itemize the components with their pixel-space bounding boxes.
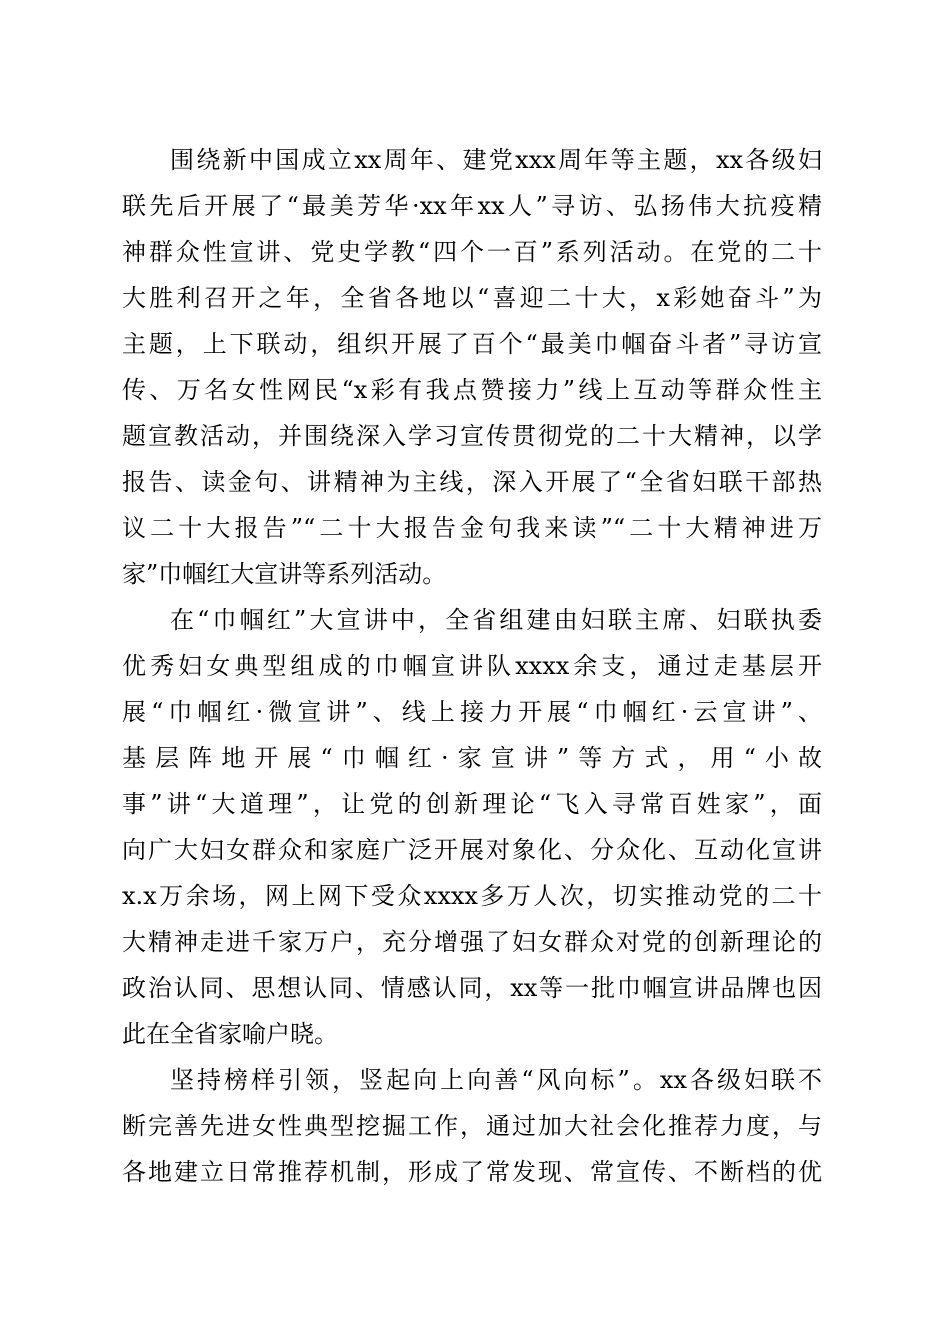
paragraph-1-line-3: 神群众性宣讲、党史学教“四个一百”系列活动。在党的二十 (122, 238, 822, 266)
paragraph-2-line-9: 政治认同、思想认同、情感认同，xx等一批巾帼宣讲品牌也因 (122, 974, 822, 1002)
paragraph-2-line-8: 大精神走进千家万户，充分增强了妇女群众对党的创新理论的 (122, 928, 822, 956)
paragraph-2-line-6: 向广大妇女群众和家庭广泛开展对象化、分众化、互动化宣讲 (122, 836, 822, 864)
paragraph-3-line-1: 坚持榜样引领，竖起向上向善“风向标”。xx各级妇联不 (170, 1066, 822, 1094)
paragraph-1-line-2: 联先后开展了“最美芳华·xx年xx人”寻访、弘扬伟大抗疫精 (122, 192, 822, 220)
paragraph-2-line-7: x.x万余场，网上网下受众xxxx多万人次，切实推动党的二十 (122, 882, 822, 910)
paragraph-1-line-7: 题宣教活动，并围绕深入学习宣传贯彻党的二十大精神，以学 (122, 422, 822, 450)
paragraph-2-line-2: 优秀妇女典型组成的巾帼宣讲队xxxx余支，通过走基层开 (122, 652, 822, 680)
paragraph-3-line-2: 断完善先进女性典型挖掘工作，通过加大社会化推荐力度，与 (122, 1112, 822, 1140)
paragraph-2-line-3: 展“巾帼红·微宣讲”、线上接力开展“巾帼红·云宣讲”、 (122, 698, 822, 726)
paragraph-2-line-4: 基层阵地开展“巾帼红·家宣讲”等方式，用“小故 (122, 744, 822, 772)
paragraph-1-line-1: 围绕新中国成立xx周年、建党xxx周年等主题，xx各级妇 (170, 146, 822, 174)
paragraph-1-line-6: 传、万名女性网民“x彩有我点赞接力”线上互动等群众性主 (122, 376, 822, 404)
paragraph-1-line-10: 家”巾帼红大宣讲等系列活动。 (122, 560, 447, 588)
paragraph-2-line-10: 此在全省家喻户晓。 (122, 1020, 338, 1048)
paragraph-2-line-5: 事”讲“大道理”，让党的创新理论“飞入寻常百姓家”，面 (122, 790, 822, 818)
paragraph-1-line-8: 报告、读金句、讲精神为主线，深入开展了“全省妇联干部热 (122, 468, 822, 496)
paragraph-1-line-9: 议二十大报告”“二十大报告金句我来读”“二十大精神进万 (122, 514, 822, 542)
paragraph-1-line-4: 大胜利召开之年，全省各地以“喜迎二十大，x彩她奋斗”为 (122, 284, 822, 312)
paragraph-3-line-3: 各地建立日常推荐机制，形成了常发现、常宣传、不断档的优 (122, 1158, 822, 1186)
paragraph-2-line-1: 在“巾帼红”大宣讲中，全省组建由妇联主席、妇联执委 (170, 606, 822, 634)
paragraph-1-line-5: 主题，上下联动，组织开展了百个“最美巾帼奋斗者”寻访宣 (122, 330, 822, 358)
